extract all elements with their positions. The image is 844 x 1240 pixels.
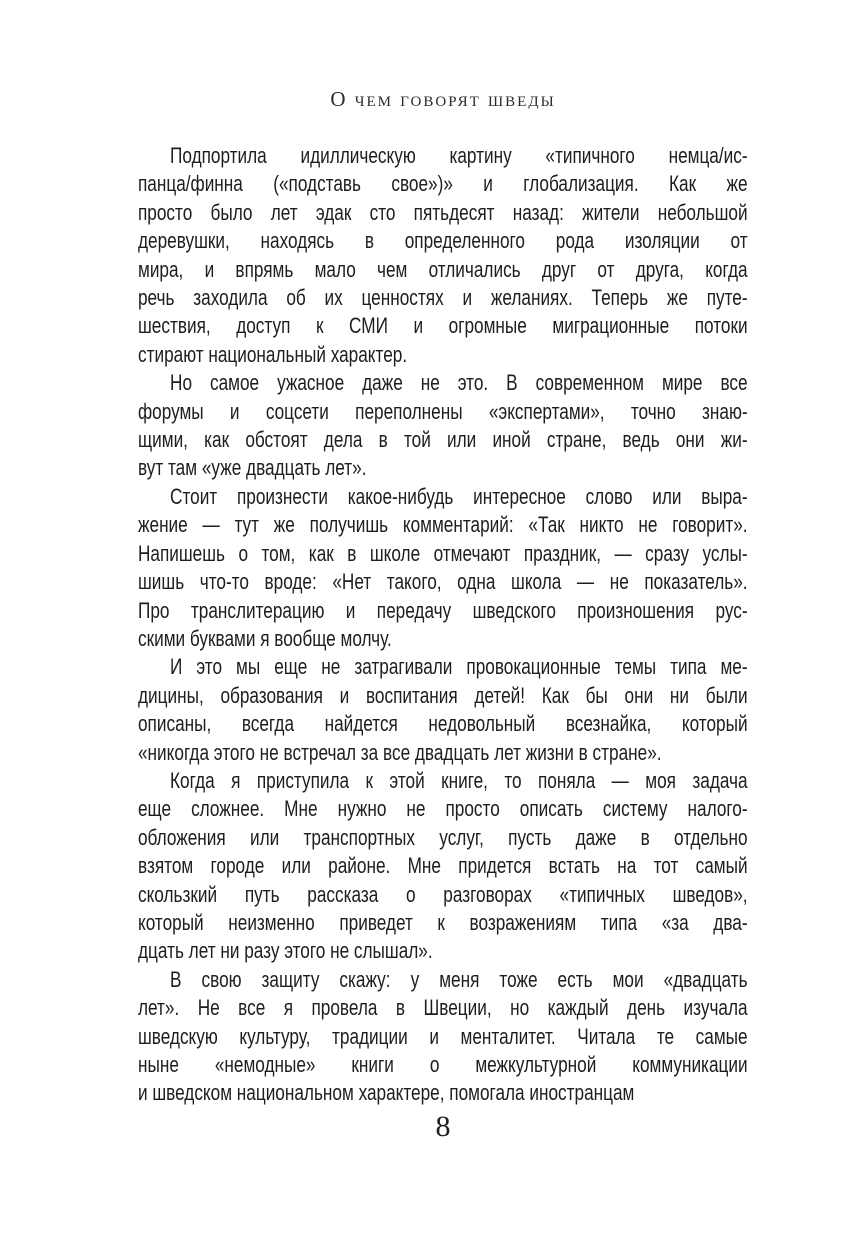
text-line: скользкий путь рассказа о разговорах «типичных шведов», [138, 881, 748, 907]
text-line: лет». Не все я провела в Швеции, но каждый день изучала [138, 995, 748, 1021]
text-line: стирают национальный характер. [138, 341, 408, 367]
text-line: жение — тут же получишь комментарий: «Так никто не говорит». [138, 512, 748, 538]
text-line: форумы и соцсети переполнены «экспертами», точно знаю- [138, 398, 748, 424]
text-line: Про транслитерацию и передачу шведского произношения рус- [138, 597, 748, 623]
text-line: ныне «немодные» книги о межкультурной коммуникации [138, 1052, 748, 1077]
text-line: просто было лет эдак сто пятьдесят назад: жители небольшой [138, 199, 748, 225]
text-line: щими, как обстоят дела в той или иной стране, ведь они жи- [138, 427, 748, 453]
body-text [138, 142, 748, 1108]
text-line: взятом городе или районе. Мне придется встать на тот самый [138, 853, 748, 879]
text-line: который неизменно приведет к возражениям типа «за два- [138, 909, 748, 935]
text-line: шишь что-то вроде: «Нет такого, одна школа — не показатель». [138, 569, 748, 595]
text-line: скими буквами я вообще молчу. [138, 625, 392, 651]
text-line: вут там «уже двадцать лет». [138, 455, 367, 481]
text-line: шествия, доступ к СМИ и огромные миграционные потоки [138, 313, 748, 339]
text-line: обложения или транспортных услуг, пусть даже в отдельно [138, 824, 748, 850]
text-line: Но самое ужасное даже не это. В современном мире все [170, 370, 748, 396]
text-line: И это мы еще не затрагивали провокационные темы типа ме- [170, 654, 748, 680]
text-line: дцать лет ни разу этого не слышал». [138, 938, 433, 964]
text-line: деревушки, находясь в определенного рода изоляции от [138, 228, 748, 254]
text-line: В свою защиту скажу: у меня тоже есть мои «двадцать [170, 966, 748, 992]
text-line: мира, и впрямь мало чем отличались друг от друга, когда [138, 256, 748, 282]
text-line: еще сложнее. Мне нужно не просто описать систему налого- [138, 796, 748, 822]
text-line: шведскую культуру, традиции и менталитет. Читала те самые [138, 1023, 748, 1049]
text-line: Напишешь о том, как в школе отмечают праздник, — сразу услы- [138, 540, 748, 566]
text-line: Когда я приступила к этой книге, то поняла — моя задача [170, 767, 748, 793]
text-line: речь заходила об их ценностях и желаниях. Теперь же путе- [138, 285, 748, 311]
text-line: «никогда этого не встречал за все двадцать лет жизни в стране». [138, 739, 662, 765]
running-head: О чем говорят шведы [330, 87, 556, 111]
text-line: Подпортила идиллическую картину «типичного немца/ис- [170, 143, 748, 168]
text-line: Стоит произнести какое-нибудь интересное слово или выра- [170, 483, 748, 509]
text-line: описаны, всегда найдется недовольный всезнайка, который [138, 711, 748, 737]
text-line: панца/финна («подставь свое»)» и глобализация. Как же [138, 171, 748, 197]
page-number: 8 [435, 1110, 451, 1143]
text-line: и шведском национальном характере, помогала иностранцам [138, 1080, 635, 1106]
text-line: дицины, образования и воспитания детей! Как бы они ни были [138, 682, 748, 708]
